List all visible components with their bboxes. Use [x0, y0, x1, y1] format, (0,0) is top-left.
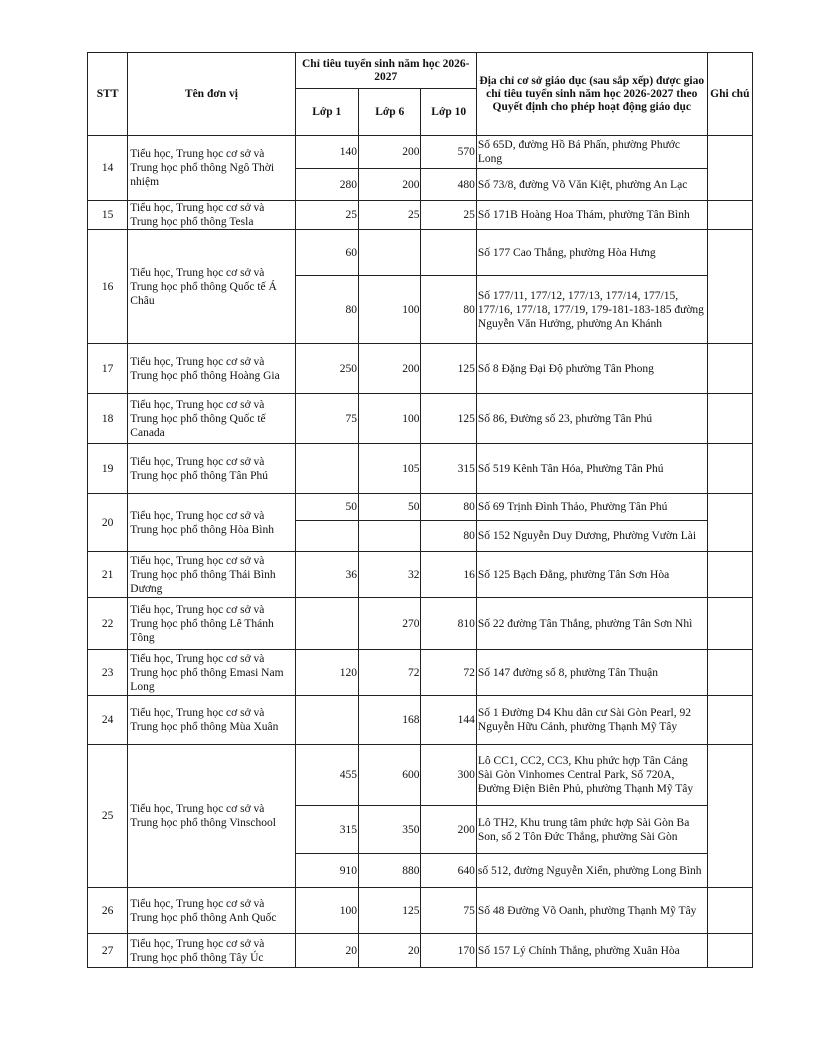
row-number: 17	[88, 344, 128, 394]
quota-grade-1: 25	[295, 201, 358, 230]
site-address: Số 86, Đường số 23, phường Tân Phú	[476, 394, 707, 444]
table-row	[88, 745, 753, 806]
row-number: 25	[88, 745, 128, 888]
school-name: Tiểu học, Trung học cơ sở và Trung học phổ thông Mùa Xuân	[128, 696, 295, 745]
school-name: Tiểu học, Trung học cơ sở và Trung học phổ thông Ngô Thời nhiệm	[128, 136, 295, 201]
school-name: Tiểu học, Trung học cơ sở và Trung học phổ thông Emasi Nam Long	[128, 650, 295, 696]
quota-grade-6: 125	[359, 888, 421, 934]
site-address: Số 125 Bạch Đằng, phường Tân Sơn Hòa	[476, 552, 707, 598]
table-row	[88, 344, 753, 394]
table-row	[88, 598, 753, 650]
site-address: Số 73/8, đường Võ Văn Kiệt, phường An Lạc	[476, 169, 707, 201]
header-quota: Chỉ tiêu tuyển sinh năm học 2026-2027	[295, 53, 476, 89]
quota-grade-1: 50	[295, 494, 358, 521]
quota-grade-6: 32	[359, 552, 421, 598]
school-name: Tiểu học, Trung học cơ sở và Trung học phổ thông Quốc tế Canada	[128, 394, 295, 444]
quota-grade-6: 50	[359, 494, 421, 521]
quota-grade-1: 910	[295, 854, 358, 888]
quota-grade-6: 72	[359, 650, 421, 696]
quota-grade-10: 75	[421, 888, 476, 934]
note-cell	[707, 444, 752, 494]
school-name: Tiểu học, Trung học cơ sở và Trung học phổ thông Tây Úc	[128, 934, 295, 968]
quota-grade-10: 25	[421, 201, 476, 230]
school-name: Tiểu học, Trung học cơ sở và Trung học phổ thông Quốc tế Á Châu	[128, 230, 295, 344]
header-address: Địa chỉ cơ sở giáo dục (sau sắp xếp) được giao chỉ tiêu tuyển sinh năm học 2026-2027 theo Quyết định cho phép hoạt động giáo dục	[476, 53, 707, 136]
site-address: Số 65D, đường Hồ Bá Phấn, phường Phước Long	[476, 136, 707, 169]
site-address: Số 177/11, 177/12, 177/13, 177/14, 177/15, 177/16, 177/18, 177/19, 179-181-183-185 đường Nguyễn Văn Hưởng, phường An Khánh	[476, 276, 707, 344]
header-grade-10: Lớp 10	[421, 89, 476, 136]
quota-grade-10: 16	[421, 552, 476, 598]
row-number: 21	[88, 552, 128, 598]
site-address: Số 1 Đường D4 Khu dân cư Sài Gòn Pearl, 92 Nguyễn Hữu Cảnh, phường Thạnh Mỹ Tây	[476, 696, 707, 745]
quota-grade-6: 200	[359, 169, 421, 201]
note-cell	[707, 552, 752, 598]
row-number: 22	[88, 598, 128, 650]
row-number: 24	[88, 696, 128, 745]
quota-grade-10: 315	[421, 444, 476, 494]
note-cell	[707, 394, 752, 444]
site-address: Số 177 Cao Thắng, phường Hòa Hưng	[476, 230, 707, 276]
quota-grade-6: 200	[359, 136, 421, 169]
quota-grade-1: 80	[295, 276, 358, 344]
site-address: Lô TH2, Khu trung tâm phức hợp Sài Gòn Ba Son, số 2 Tôn Đức Thắng, phường Sài Gòn	[476, 806, 707, 854]
quota-grade-10: 80	[421, 276, 476, 344]
note-cell	[707, 344, 752, 394]
note-cell	[707, 650, 752, 696]
note-cell	[707, 696, 752, 745]
site-address: Lô CC1, CC2, CC3, Khu phức hợp Tân Cảng Sài Gòn Vinhomes Central Park, Số 720A, Đường Điện Biên Phủ, phường Thạnh Mỹ Tây	[476, 745, 707, 806]
quota-grade-10: 640	[421, 854, 476, 888]
quota-grade-6	[359, 521, 421, 552]
note-cell	[707, 136, 752, 201]
row-number: 19	[88, 444, 128, 494]
row-number: 27	[88, 934, 128, 968]
row-number: 15	[88, 201, 128, 230]
school-name: Tiểu học, Trung học cơ sở và Trung học phổ thông Anh Quốc	[128, 888, 295, 934]
note-cell	[707, 201, 752, 230]
quota-grade-6: 350	[359, 806, 421, 854]
quota-grade-6: 25	[359, 201, 421, 230]
school-name: Tiểu học, Trung học cơ sở và Trung học phổ thông Hoàng Gia	[128, 344, 295, 394]
quota-grade-10: 80	[421, 521, 476, 552]
quota-grade-1: 455	[295, 745, 358, 806]
row-number: 14	[88, 136, 128, 201]
quota-grade-1	[295, 598, 358, 650]
quota-grade-1: 315	[295, 806, 358, 854]
row-number: 20	[88, 494, 128, 552]
quota-grade-10: 72	[421, 650, 476, 696]
table-row	[88, 696, 753, 745]
quota-grade-1: 36	[295, 552, 358, 598]
quota-grade-10: 300	[421, 745, 476, 806]
quota-grade-10: 144	[421, 696, 476, 745]
school-name: Tiểu học, Trung học cơ sở và Trung học phổ thông Lê Thánh Tông	[128, 598, 295, 650]
header-grade-6: Lớp 6	[359, 89, 421, 136]
quota-grade-10: 810	[421, 598, 476, 650]
row-number: 26	[88, 888, 128, 934]
quota-grade-1	[295, 696, 358, 745]
table-row	[88, 201, 753, 230]
note-cell	[707, 934, 752, 968]
quota-grade-6: 600	[359, 745, 421, 806]
site-address: Số 152 Nguyễn Duy Dương, Phường Vườn Lài	[476, 521, 707, 552]
quota-grade-1: 100	[295, 888, 358, 934]
table-row	[88, 888, 753, 934]
quota-grade-1: 250	[295, 344, 358, 394]
table-row	[88, 394, 753, 444]
header-unit-name: Tên đơn vị	[128, 53, 295, 136]
table-row	[88, 494, 753, 521]
school-name: Tiểu học, Trung học cơ sở và Trung học phổ thông Hòa Bình	[128, 494, 295, 552]
site-address: Số 22 đường Tân Thắng, phường Tân Sơn Nhì	[476, 598, 707, 650]
quota-grade-1	[295, 521, 358, 552]
quota-grade-6: 200	[359, 344, 421, 394]
site-address: Số 8 Đặng Đại Độ phường Tân Phong	[476, 344, 707, 394]
quota-grade-6: 168	[359, 696, 421, 745]
quota-grade-1: 75	[295, 394, 358, 444]
row-number: 23	[88, 650, 128, 696]
table-row	[88, 934, 753, 968]
note-cell	[707, 230, 752, 344]
quota-grade-10: 570	[421, 136, 476, 169]
quota-grade-1: 20	[295, 934, 358, 968]
quota-grade-1: 60	[295, 230, 358, 276]
quota-grade-10	[421, 230, 476, 276]
table-row	[88, 552, 753, 598]
quota-grade-6: 105	[359, 444, 421, 494]
site-address: số 512, đường Nguyễn Xiển, phường Long Bình	[476, 854, 707, 888]
table-row	[88, 444, 753, 494]
quota-grade-6	[359, 230, 421, 276]
site-address: Số 69 Trịnh Đình Thảo, Phường Tân Phú	[476, 494, 707, 521]
site-address: Số 48 Đường Võ Oanh, phường Thạnh Mỹ Tây	[476, 888, 707, 934]
note-cell	[707, 598, 752, 650]
header-stt: STT	[88, 53, 128, 136]
school-name: Tiểu học, Trung học cơ sở và Trung học phổ thông Thái Bình Dương	[128, 552, 295, 598]
site-address: Số 519 Kênh Tân Hóa, Phường Tân Phú	[476, 444, 707, 494]
quota-grade-1	[295, 444, 358, 494]
header-note: Ghi chú	[707, 53, 752, 136]
quota-grade-6: 270	[359, 598, 421, 650]
quota-grade-10: 480	[421, 169, 476, 201]
note-cell	[707, 494, 752, 552]
site-address: Số 157 Lý Chính Thắng, phường Xuân Hòa	[476, 934, 707, 968]
quota-grade-6: 100	[359, 394, 421, 444]
quota-grade-10: 125	[421, 344, 476, 394]
note-cell	[707, 745, 752, 888]
quota-grade-10: 170	[421, 934, 476, 968]
table-row	[88, 650, 753, 696]
quota-grade-6: 100	[359, 276, 421, 344]
quota-grade-1: 280	[295, 169, 358, 201]
site-address: Số 171B Hoàng Hoa Thám, phường Tân Bình	[476, 201, 707, 230]
school-name: Tiểu học, Trung học cơ sở và Trung học phổ thông Tesla	[128, 201, 295, 230]
table-body	[88, 136, 753, 968]
quota-grade-1: 120	[295, 650, 358, 696]
table-row	[88, 230, 753, 276]
quota-grade-6: 20	[359, 934, 421, 968]
row-number: 18	[88, 394, 128, 444]
enrollment-quota-table	[87, 52, 753, 968]
table-row	[88, 136, 753, 169]
quota-grade-10: 125	[421, 394, 476, 444]
school-name: Tiểu học, Trung học cơ sở và Trung học phổ thông Tân Phú	[128, 444, 295, 494]
row-number: 16	[88, 230, 128, 344]
quota-grade-10: 80	[421, 494, 476, 521]
quota-grade-6: 880	[359, 854, 421, 888]
quota-grade-10: 200	[421, 806, 476, 854]
school-name: Tiểu học, Trung học cơ sở và Trung học phổ thông Vinschool	[128, 745, 295, 888]
quota-grade-1: 140	[295, 136, 358, 169]
note-cell	[707, 888, 752, 934]
site-address: Số 147 đường số 8, phường Tân Thuận	[476, 650, 707, 696]
header-grade-1: Lớp 1	[295, 89, 358, 136]
